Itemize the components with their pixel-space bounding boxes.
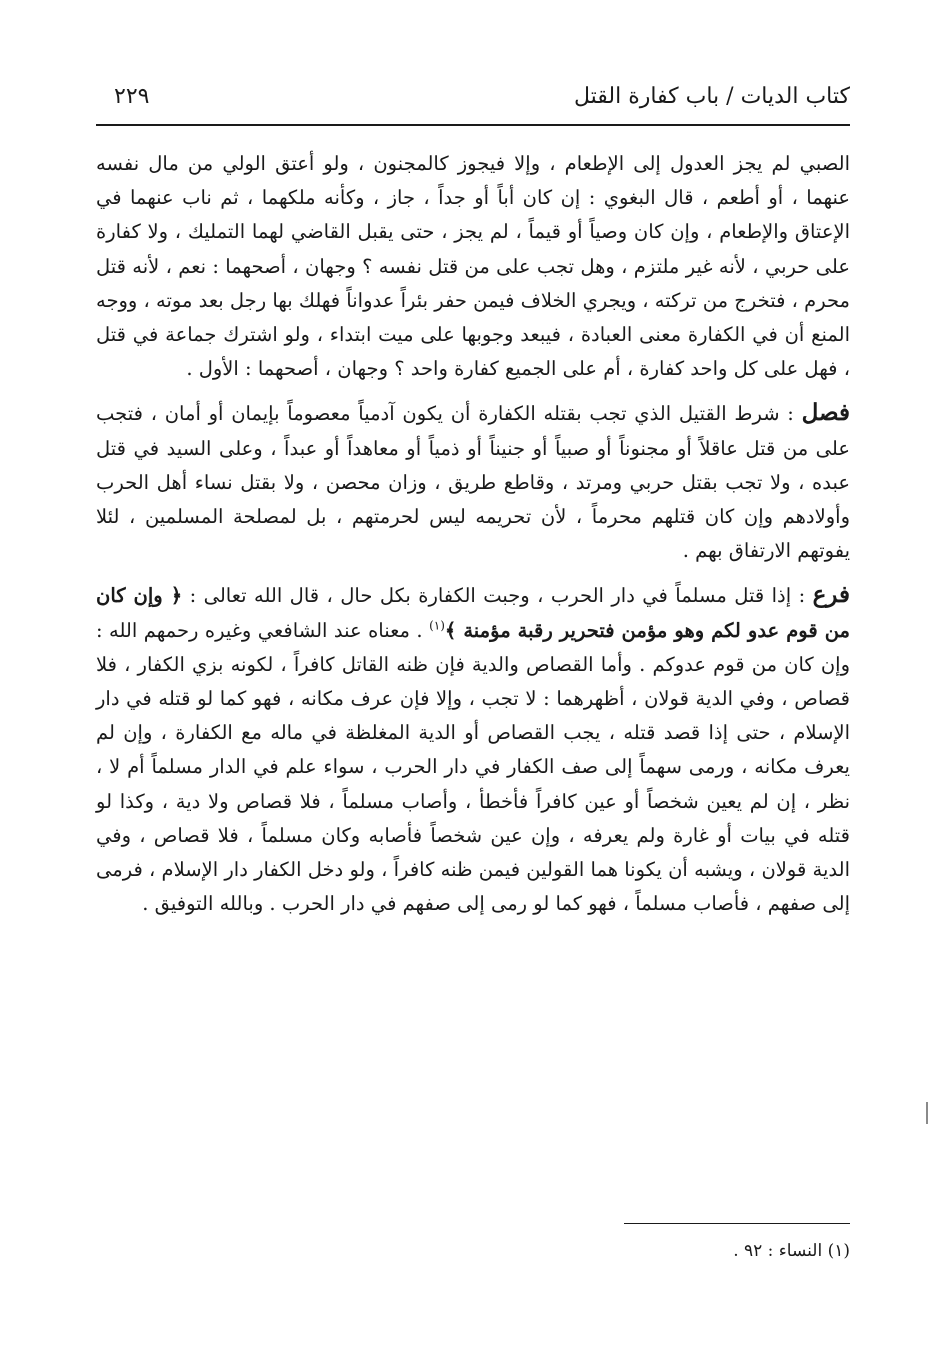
running-title: كتاب الديات / باب كفارة القتل: [573, 84, 850, 109]
footnote-reference: (١): [429, 618, 445, 633]
paragraph-1-text: الصبي لم يجز العدول إلى الإطعام ، وإلا فيجوز كالمجنون ، ولو أعتق الولي من مال نفسه عنهما ، أو أطعم ، قال البغوي : إن كان أباً أو جداً ، جاز ، وكأنه ملكهما ، ثم ناب عنهما في الإعتاق والإطعام ، وإن كان وصياً أو قيماً ، لم يجز ، حتى يقبل القاضي لهما التمليك ، ولا كفارة على حربي ، لأنه غير ملتزم ، وهل تجب على من قتل نفسه ؟ وجهان ، أصحهما : نعم ، لأنه قتل محرم ، فتخرج من تركته ، ويجري الخلاف فيمن حفر بئراً عدواناً فهلك بها رجل بعد موته ، ووجه المنع أن في الكفارة معنى العبادة ، فيبعد وجوبها على ميت ابتداء ، ولو اشترك جماعة في قتل ، فهل على كل واحد كفارة ، أم على الجميع كفارة واحد ؟ وجهان ، أصحهما : الأول .: [96, 152, 850, 381]
page-header: [96, 82, 850, 118]
paragraph-2: [96, 396, 850, 568]
footnote-rule: [624, 1223, 850, 1224]
footnote: (١) النساء : ٩٢ .: [733, 1241, 850, 1261]
section-heading-far: فرع: [812, 581, 850, 609]
scan-edge-mark: [926, 1102, 928, 1124]
paragraph-3-text-after: . معناه عند الشافعي وغيره رحمهم الله : وإن كان من قوم عدوكم . وأما القصاص والدية فإن ظنه القاتل كافراً ، لكونه بزي الكفار ، فلا قصاص ، وفي الدية قولان ، أظهرهما : لا تجب ، وإلا فإن عرف مكانه ، فهو كما لو قتله في دار الإسلام ، حتى إذا قصد قتله ، يجب القصاص أو الدية المغلظة في ماله مع الكفارة ، وإن لم يعرف مكانه ، ورمى سهماً إلى صف الكفار في دار الحرب ، سواء علم في الدار مسلماً أم لا ، نظر ، إن لم يعين شخصاً أو عين كافراً فأخطأ ، وأصاب مسلماً ، فلا قصاص ولا دية ، وكذا لو قتله في بيات أو غارة ولم يعرفه ، وإن عين شخصاً فأصابه وكان مسلماً ، فلا قصاص ، وفي الدية قولان ، ويشبه أن يكونا هما القولين فيمن ظنه كافراً ، ولو دخل الكفار دار الإسلام ، فرمى إلى صفهم ، فأصاب مسلماً ، فهو كما لو رمى إلى صفهم في دار الحرب . وبالله التوفيق .: [96, 618, 850, 916]
paragraph-1: [96, 147, 850, 386]
header-rule: [96, 124, 850, 126]
quran-verse: ﴿ وإن كان من قوم عدو لكم وهو مؤمن فتحرير رقبة مؤمنة ﴾: [96, 584, 850, 642]
paragraph-3: [96, 578, 850, 921]
page-number: ٢٢٩: [114, 84, 150, 109]
main-text: [96, 147, 850, 921]
section-heading-fasl: فصل: [801, 399, 850, 427]
paragraph-2-text: : شرط القتيل الذي تجب بقتله الكفارة أن يكون آدمياً معصوماً بإيمان أو أمان ، فتجب على من قتل عاقلاً أو مجنوناً أو صبياً أو جنيناً أو ذمياً أو معاهداً أو عبداً ، وعلى السيد في قتل عبده ، ولا تجب بقتل حربي ومرتد ، وقاطع طريق ، وزان محصن ، ولا بقتل نساء أهل الحرب وأولادهم وإن كان قتلهم محرماً ، لأن تحريمه ليس لحرمتهم ، بل لمصلحة المسلمين ، لئلا يفوتهم الارتفاق بهم .: [96, 402, 850, 563]
paragraph-3-text-before: : إذا قتل مسلماً في دار الحرب ، وجبت الكفارة بكل حال ، قال الله تعالى :: [182, 584, 813, 608]
